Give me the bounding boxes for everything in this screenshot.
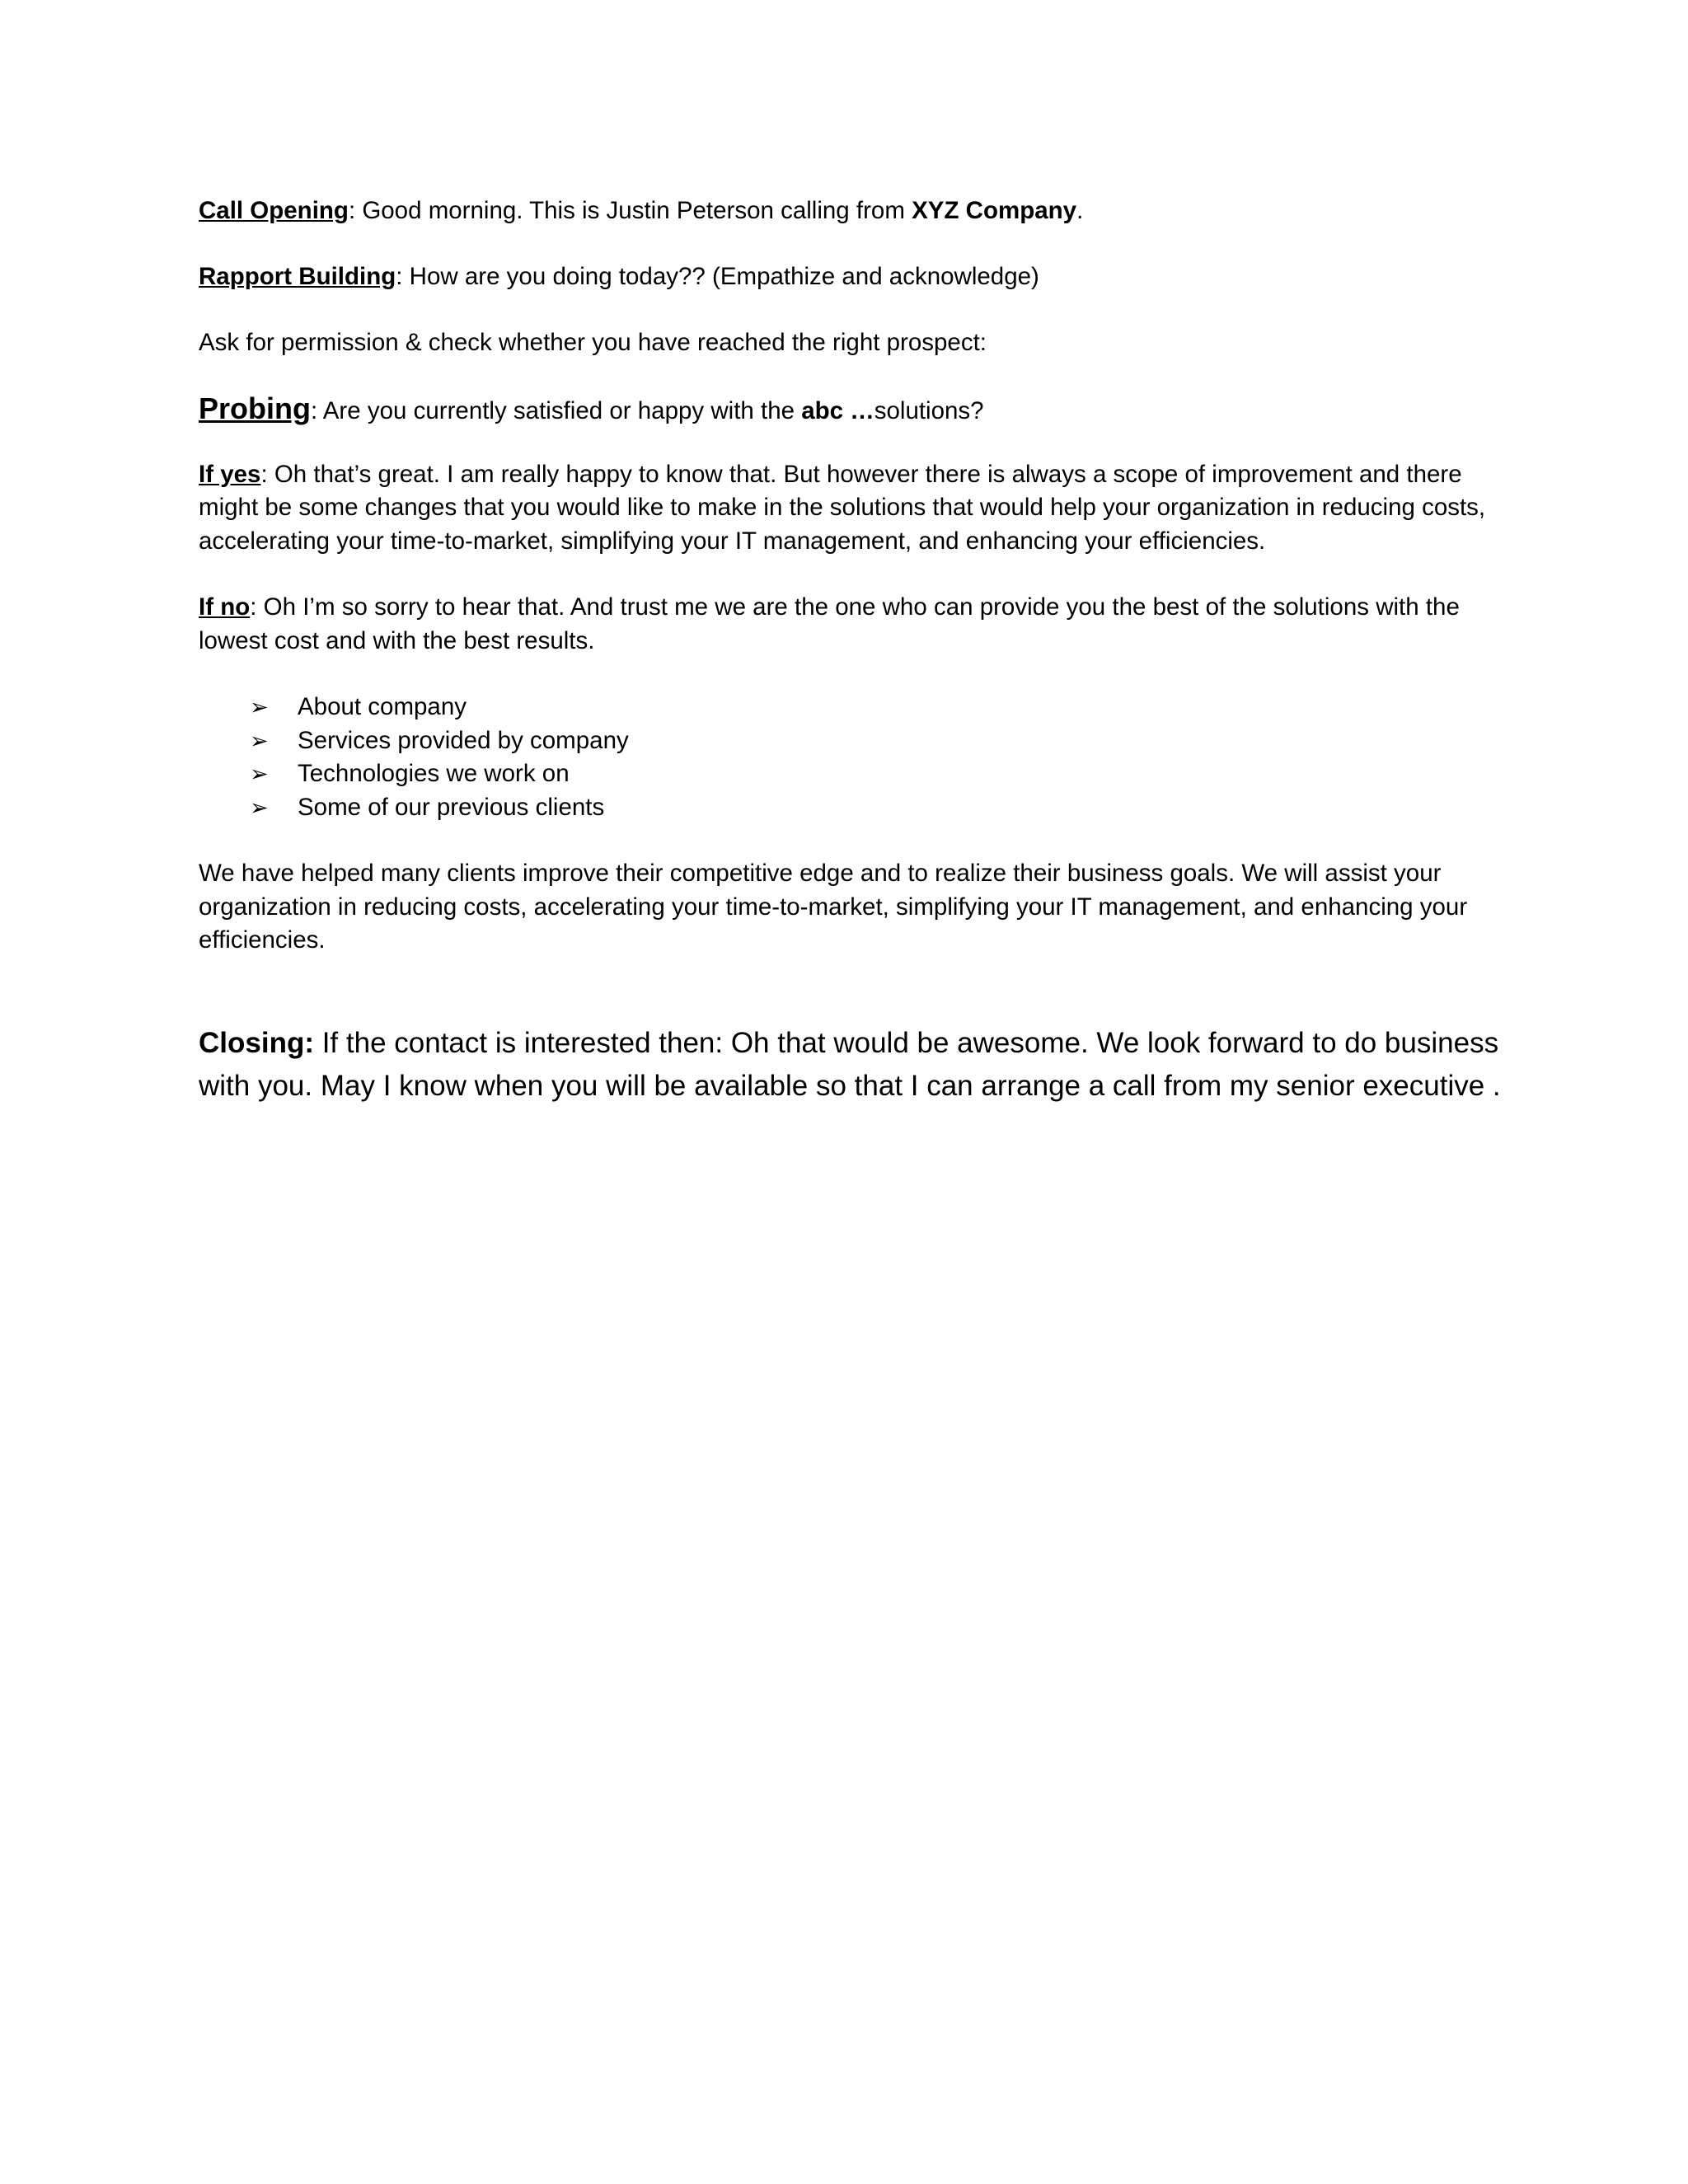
summary-paragraph (199, 857, 1517, 958)
if-no-label: If no (199, 593, 251, 621)
list-item-text: Technologies we work on (298, 760, 570, 787)
if-no-text: : Oh I’m so sorry to hear that. And trust me we are the one who can provide you the best of the solutions with the lowest cost and with the best results. (199, 593, 1460, 654)
list-item-text: Services provided by company (298, 726, 629, 754)
probing-end: solutions? (874, 397, 984, 424)
probing-paragraph (199, 392, 1517, 429)
closing-text: If the contact is interested then: Oh that would be awesome. We look forward to do business with you. May I know when you will be available so that I can arrange a call from my senior executive . (199, 1026, 1501, 1102)
rapport-building-label: Rapport Building (199, 263, 396, 290)
probing-label: Probing (199, 391, 311, 425)
list-item (250, 724, 1517, 758)
list-item (250, 791, 1517, 825)
arrowhead-bullet-icon: ➢ (250, 695, 269, 720)
call-opening-label: Call Opening (199, 197, 349, 224)
if-yes-label: If yes (199, 460, 261, 488)
company-name: XYZ Company (912, 197, 1077, 224)
call-opening-text: : Good morning. This is Justin Peterson calling from (348, 197, 912, 224)
if-yes-paragraph (199, 458, 1517, 559)
company-topics-list (199, 691, 1517, 824)
call-opening-paragraph (199, 194, 1517, 227)
arrowhead-bullet-icon: ➢ (250, 728, 269, 754)
rapport-building-paragraph (199, 260, 1517, 294)
list-item-text: Some of our previous clients (298, 793, 605, 821)
product-name: abc … (801, 397, 874, 424)
arrowhead-bullet-icon: ➢ (250, 794, 269, 821)
if-no-paragraph (199, 591, 1517, 658)
rapport-building-text: : How are you doing today?? (Empathize and acknowledge) (396, 263, 1039, 290)
arrowhead-bullet-icon: ➢ (250, 762, 269, 787)
call-opening-end: . (1076, 197, 1084, 224)
closing-label: Closing: (199, 1026, 314, 1059)
permission-paragraph (199, 326, 1517, 360)
summary-text: We have helped many clients improve their competitive edge and to realize their business goals. We will assist your organization in reducing costs, accelerating your time-to-market, simplifying your IT management, and enhancing your efficiencies. (199, 860, 1468, 954)
call-script (199, 194, 1517, 1108)
probing-text: : Are you currently satisfied or happy with the (310, 397, 802, 424)
list-item (250, 757, 1517, 791)
closing-paragraph (199, 1022, 1517, 1108)
list-item (250, 691, 1517, 724)
permission-text: Ask for permission & check whether you have reached the right prospect: (199, 328, 987, 356)
list-item-text: About company (298, 693, 467, 720)
if-yes-text: : Oh that’s great. I am really happy to know that. But however there is always a scope of improvement and there might be some changes that you would like to make in the solutions that would help your organization in reducing costs, accelerating your time-to-market, simplifying your IT management, and enhancing your efficiencies. (199, 460, 1486, 555)
